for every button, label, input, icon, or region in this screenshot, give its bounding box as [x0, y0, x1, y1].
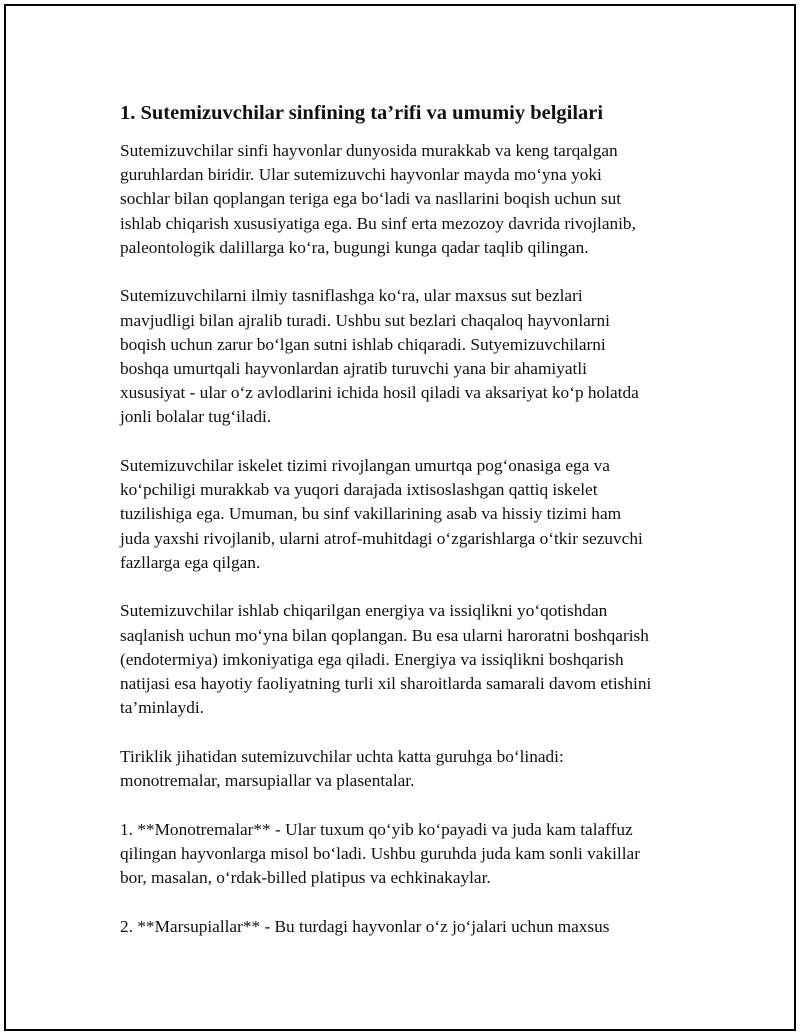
- text-line: mavjudligi bilan ajralib turadi. Ushbu sut bezlari chaqaloq hayvonlarni: [120, 310, 610, 330]
- text-line: ishlab chiqarish xususiyatiga ega. Bu sinf erta mezozoy davrida rivojlanib,: [120, 213, 636, 233]
- paragraph-classification: [120, 284, 700, 429]
- text-line: guruhlardan biridir. Ular sutemizuvchi hayvonlar mayda mo‘yna yoki: [120, 165, 602, 185]
- list-item-marsupials: [120, 915, 700, 939]
- text-line: tuzilishiga ega. Umuman, bu sinf vakillarining asab va hissiy tizimi ham: [120, 504, 622, 524]
- text-line: qilingan hayvonlarga misol bo‘ladi. Ushbu guruhda juda kam sonli vakillar: [120, 843, 640, 863]
- text-line: bor, masalan, o‘rdak-billed platipus va echkinakaylar.: [120, 868, 491, 888]
- text-line: 2. **Marsupiallar** - Bu turdagi hayvonlar o‘z jo‘jalari uchun maxsus: [120, 916, 610, 936]
- document-title: 1. Sutemizuvchilar sinfining ta’rifi va umumiy belgilari: [120, 102, 604, 124]
- text-line: jonli bolalar tug‘iladi.: [120, 407, 272, 427]
- text-line: juda yaxshi rivojlanib, ularni atrof-muhitdagi o‘zgarishlarga o‘tkir sezuvchi: [120, 528, 643, 548]
- page-frame: [4, 4, 796, 1031]
- text-line: (endotermiya) imkoniyatiga ega qiladi. Energiya va issiqlikni boshqarish: [120, 649, 624, 669]
- text-line: sochlar bilan qoplangan teriga ega bo‘ladi va nasllarini boqish uchun sut: [120, 189, 622, 209]
- text-line: Sutemizuvchilar sinfi hayvonlar dunyosida murakkab va keng tarqalgan: [120, 141, 618, 160]
- text-line: Tiriklik jihatidan sutemizuvchilar uchta katta guruhga bo‘linadi:: [120, 746, 564, 766]
- text-line: boshqa umurtqali hayvonlardan ajratib turuvchi yana bir ahamiyatli: [120, 359, 587, 379]
- text-line: Sutemizuvchilarni ilmiy tasniflashga ko‘ra, ular maxsus sut bezlari: [120, 286, 583, 306]
- text-line: fazllarga ega qilgan.: [120, 552, 261, 572]
- paragraph-skeleton: [120, 454, 700, 575]
- text-line: 1. **Monotremalar** - Ular tuxum qo‘yib ko‘payadi va juda kam talaffuz: [120, 819, 633, 839]
- paragraph-groups-intro: [120, 745, 700, 793]
- text-line: natijasi esa hayotiy faoliyatning turli xil sharoitlarda samarali davom etishini: [120, 674, 652, 694]
- paragraph-thermoregulation: [120, 599, 700, 720]
- document-body: [120, 91, 700, 963]
- text-line: saqlanish uchun mo‘yna bilan qoplangan. Bu esa ularni haroratni boshqarish: [120, 625, 649, 645]
- text-line: monotremalar, marsupiallar va plasentalar.: [120, 771, 415, 791]
- text-line: xususiyat - ular o‘z avlodlarini ichida hosil qiladi va aksariyat ko‘p holatda: [120, 383, 639, 403]
- text-line: Sutemizuvchilar ishlab chiqarilgan energiya va issiqlikni yo‘qotishdan: [120, 601, 608, 621]
- text-line: paleontologik dalillarga ko‘ra, bugungi kunga qadar taqlib qilingan.: [120, 237, 589, 257]
- text-line: boqish uchun zarur bo‘lgan sutni ishlab chiqaradi. Sutyemizuvchilarni: [120, 334, 606, 354]
- list-item-monotremes: [120, 818, 700, 891]
- paragraph-definition: [120, 139, 700, 260]
- text-line: ko‘pchiligi murakkab va yuqori darajada ixtisoslashgan qattiq iskelet: [120, 480, 598, 500]
- text-line: ta’minlaydi.: [120, 698, 204, 718]
- text-line: Sutemizuvchilar iskelet tizimi rivojlangan umurtqa pog‘onasiga ega va: [120, 456, 610, 476]
